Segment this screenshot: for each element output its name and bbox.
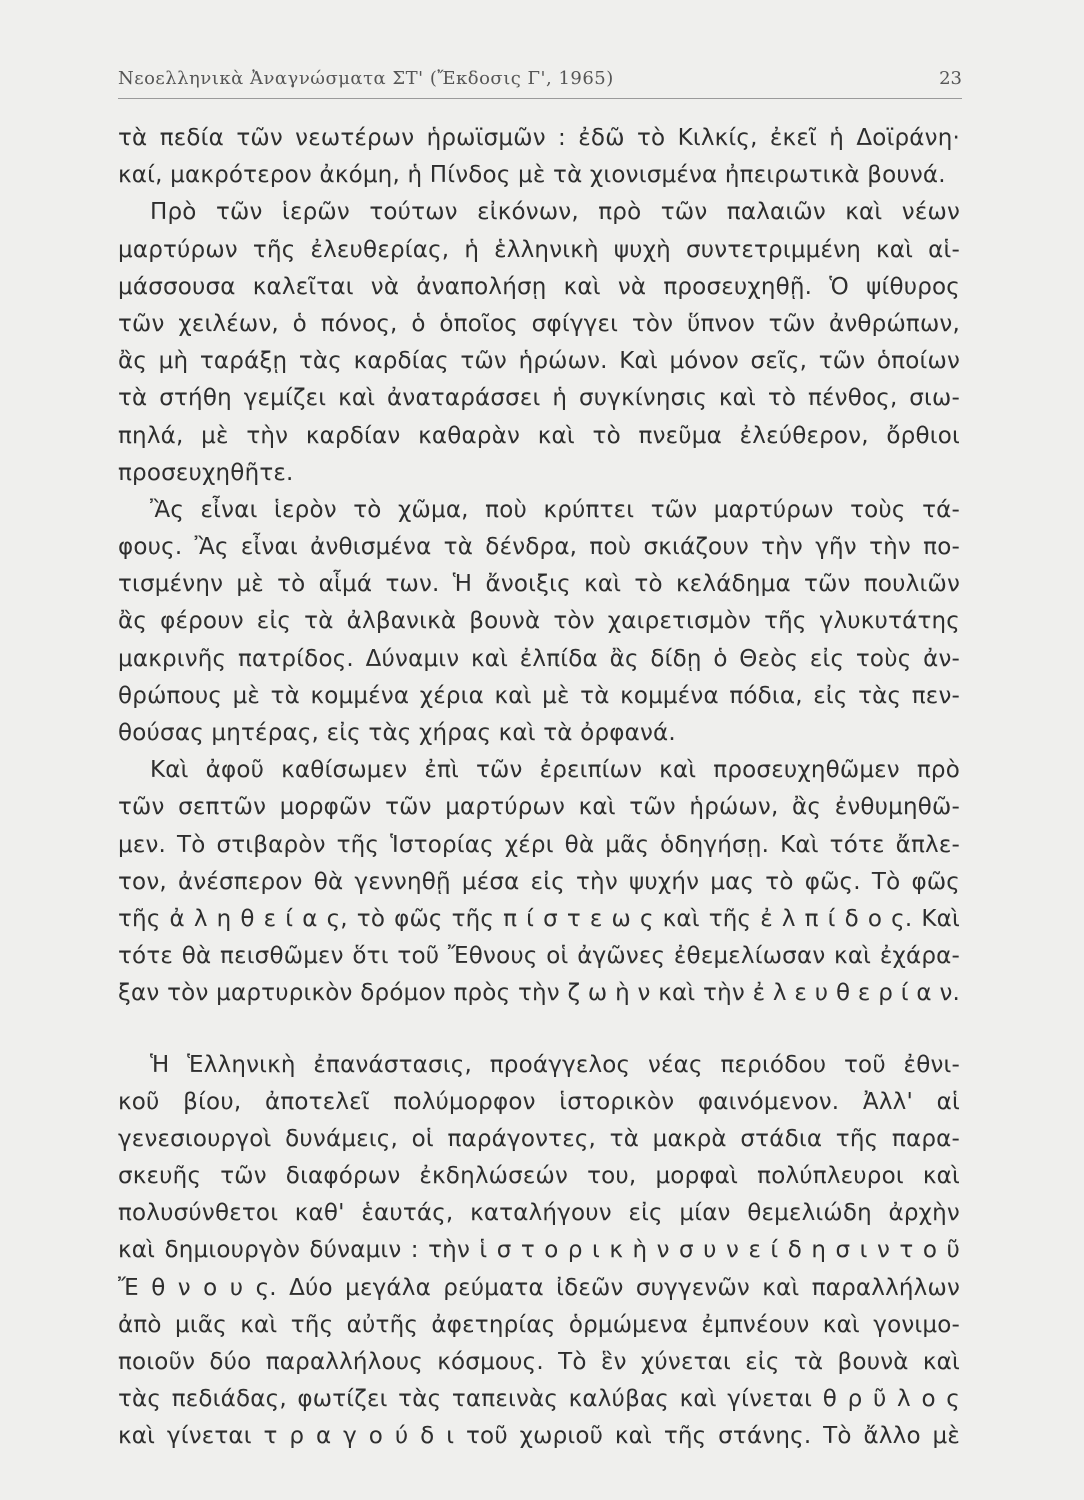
text-line: ξαν τὸν μαρτυρικὸν δρόμον πρὸς τὴν ζ ω ὴ ν καὶ τὴν ἐ λ ε υ θ ε ρ ί α ν. bbox=[118, 980, 960, 1007]
paragraph bbox=[118, 120, 960, 194]
text-line: Ἂς εἶναι ἱερὸν τὸ χῶμα, ποὺ κρύπτει τῶν μαρτύρων τοὺς τά- bbox=[150, 496, 960, 523]
paragraph bbox=[118, 492, 960, 752]
text-line: προσευχηθῆτε. bbox=[118, 459, 294, 486]
text-line: τὰ στήθη γεμίζει καὶ ἀναταράσσει ἡ συγκίνησις καὶ τὸ πένθος, σιω- bbox=[118, 385, 960, 412]
text-line: θρώπους μὲ τὰ κομμένα χέρια καὶ μὲ τὰ κομμένα πόδια, εἰς τὰς πεν- bbox=[118, 682, 960, 709]
text-line: μακρινῆς πατρίδος. Δύναμιν καὶ ἐλπίδα ἂς δίδῃ ὁ Θεὸς εἰς τοὺς ἀν- bbox=[118, 645, 960, 672]
text-line: σκευῆς τῶν διαφόρων ἐκδηλώσεών του, μορφαὶ πολύπλευροι καὶ bbox=[118, 1163, 960, 1190]
running-header bbox=[118, 64, 962, 99]
section-gap bbox=[118, 1013, 960, 1047]
header-title: Νεοελληνικὰ Ἀναγνώσματα ΣΤ' (Ἔκδοσις Γ', 1965) bbox=[118, 68, 614, 89]
text-line: μεν. Τὸ στιβαρὸν τῆς Ἱστορίας χέρι θὰ μᾶς ὁδηγήσῃ. Καὶ τότε ἄπλε- bbox=[118, 831, 960, 858]
text-line: καὶ δημιουργὸν δύναμιν : τὴν ἱ σ τ ο ρ ι κ ὴ ν σ υ ν ε ί δ η σ ι ν τ ο ῦ bbox=[118, 1237, 960, 1264]
text-line: τῆς ἀ λ η θ ε ί α ς, τὸ φῶς τῆς π ί σ τ ε ω ς καὶ τῆς ἐ λ π ί δ ο ς. Καὶ bbox=[118, 905, 960, 932]
text-line: τὰ πεδία τῶν νεωτέρων ἡρωϊσμῶν : ἐδῶ τὸ Κιλκίς, ἐκεῖ ἡ Δοϊράνη· bbox=[118, 125, 960, 151]
text-line: μαρτύρων τῆς ἐλευθερίας, ἡ ἑλληνικὴ ψυχὴ συντετριμμένη καὶ αἱ- bbox=[118, 236, 960, 263]
text-line: τὰς πεδιάδας, φωτίζει τὰς ταπεινὰς καλύβας καὶ γίνεται θ ρ ῦ λ ο ς bbox=[118, 1386, 960, 1413]
paragraph bbox=[118, 752, 960, 1012]
text-line: πολυσύνθετοι καθ' ἑαυτάς, καταλήγουν εἰς μίαν θεμελιώδη ἀρχὴν bbox=[118, 1200, 960, 1227]
paragraph bbox=[118, 194, 960, 492]
text-line: κοῦ βίου, ἀποτελεῖ πολύμορφον ἱστορικὸν φαινόμενον. Ἀλλ' αἱ bbox=[118, 1088, 960, 1115]
text-line: Καὶ ἀφοῦ καθίσωμεν ἐπὶ τῶν ἐρειπίων καὶ προσευχηθῶμεν πρὸ bbox=[150, 757, 960, 784]
text-line: ἂς φέρουν εἰς τὰ ἀλβανικὰ βουνὰ τὸν χαιρετισμὸν τῆς γλυκυτάτης bbox=[118, 608, 960, 635]
text-line: ποιοῦν δύο παραλλήλους κόσμους. Τὸ ἓν χύνεται εἰς τὰ βουνὰ καὶ bbox=[118, 1349, 960, 1375]
paragraph bbox=[118, 1047, 960, 1456]
body-text bbox=[118, 120, 960, 1456]
page-number: 23 bbox=[939, 68, 962, 89]
text-line: Ἔ θ ν ο υ ς. Δύο μεγάλα ρεύματα ἰδεῶν συγγενῶν καὶ παραλλήλων bbox=[118, 1274, 960, 1301]
text-line: πηλά, μὲ τὴν καρδίαν καθαρὰν καὶ τὸ πνεῦμα ἐλεύθερον, ὄρθιοι bbox=[118, 422, 960, 449]
text-line: θούσας μητέρας, εἰς τὰς χήρας καὶ τὰ ὀρφανά. bbox=[118, 720, 676, 746]
text-line: τισμένην μὲ τὸ αἷμά των. Ἡ ἄνοιξις καὶ τὸ κελάδημα τῶν πουλιῶν bbox=[118, 571, 960, 598]
text-line: καὶ γίνεται τ ρ α γ ο ύ δ ι τοῦ χωριοῦ καὶ τῆς στάνης. Τὸ ἄλλο μὲ bbox=[118, 1423, 960, 1450]
text-line: γενεσιουργοὶ δυνάμεις, οἱ παράγοντες, τὰ μακρὰ στάδια τῆς παρα- bbox=[118, 1125, 960, 1152]
text-line: μάσσουσα καλεῖται νὰ ἀναπολήσῃ καὶ νὰ προσευχηθῇ. Ὁ ψίθυρος bbox=[118, 273, 960, 300]
text-line: καί, μακρότερον ἀκόμη, ἡ Πίνδος μὲ τὰ χιονισμένα ἠπειρωτικὰ βουνά. bbox=[118, 162, 946, 189]
text-line: τότε θὰ πεισθῶμεν ὅτι τοῦ Ἔθνους οἱ ἀγῶνες ἐθεμελίωσαν καὶ ἐχάρα- bbox=[118, 943, 960, 970]
text-line: τον, ἀνέσπερον θὰ γεννηθῇ μέσα εἰς τὴν ψυχήν μας τὸ φῶς. Τὸ φῶς bbox=[118, 868, 960, 895]
text-line: φους. Ἂς εἶναι ἀνθισμένα τὰ δένδρα, ποὺ σκιάζουν τὴν γῆν τὴν πο- bbox=[118, 534, 960, 561]
text-line: ἂς μὴ ταράξῃ τὰς καρδίας τῶν ἡρώων. Καὶ μόνον σεῖς, τῶν ὁποίων bbox=[118, 348, 960, 375]
text-line: τῶν χειλέων, ὁ πόνος, ὁ ὁποῖος σφίγγει τὸν ὕπνον τῶν ἀνθρώπων, bbox=[118, 310, 960, 337]
text-line: τῶν σεπτῶν μορφῶν τῶν μαρτύρων καὶ τῶν ἡρώων, ἂς ἐνθυμηθῶ- bbox=[118, 794, 960, 821]
text-line: Ἡ Ἑλληνικὴ ἐπανάστασις, προάγγελος νέας περιόδου τοῦ ἐθνι- bbox=[150, 1051, 960, 1078]
text-line: ἀπὸ μιᾶς καὶ τῆς αὐτῆς ἀφετηρίας ὁρμώμενα ἐμπνέουν καὶ γονιμο- bbox=[118, 1311, 960, 1338]
text-line: Πρὸ τῶν ἱερῶν τούτων εἰκόνων, πρὸ τῶν παλαιῶν καὶ νέων bbox=[150, 199, 960, 226]
